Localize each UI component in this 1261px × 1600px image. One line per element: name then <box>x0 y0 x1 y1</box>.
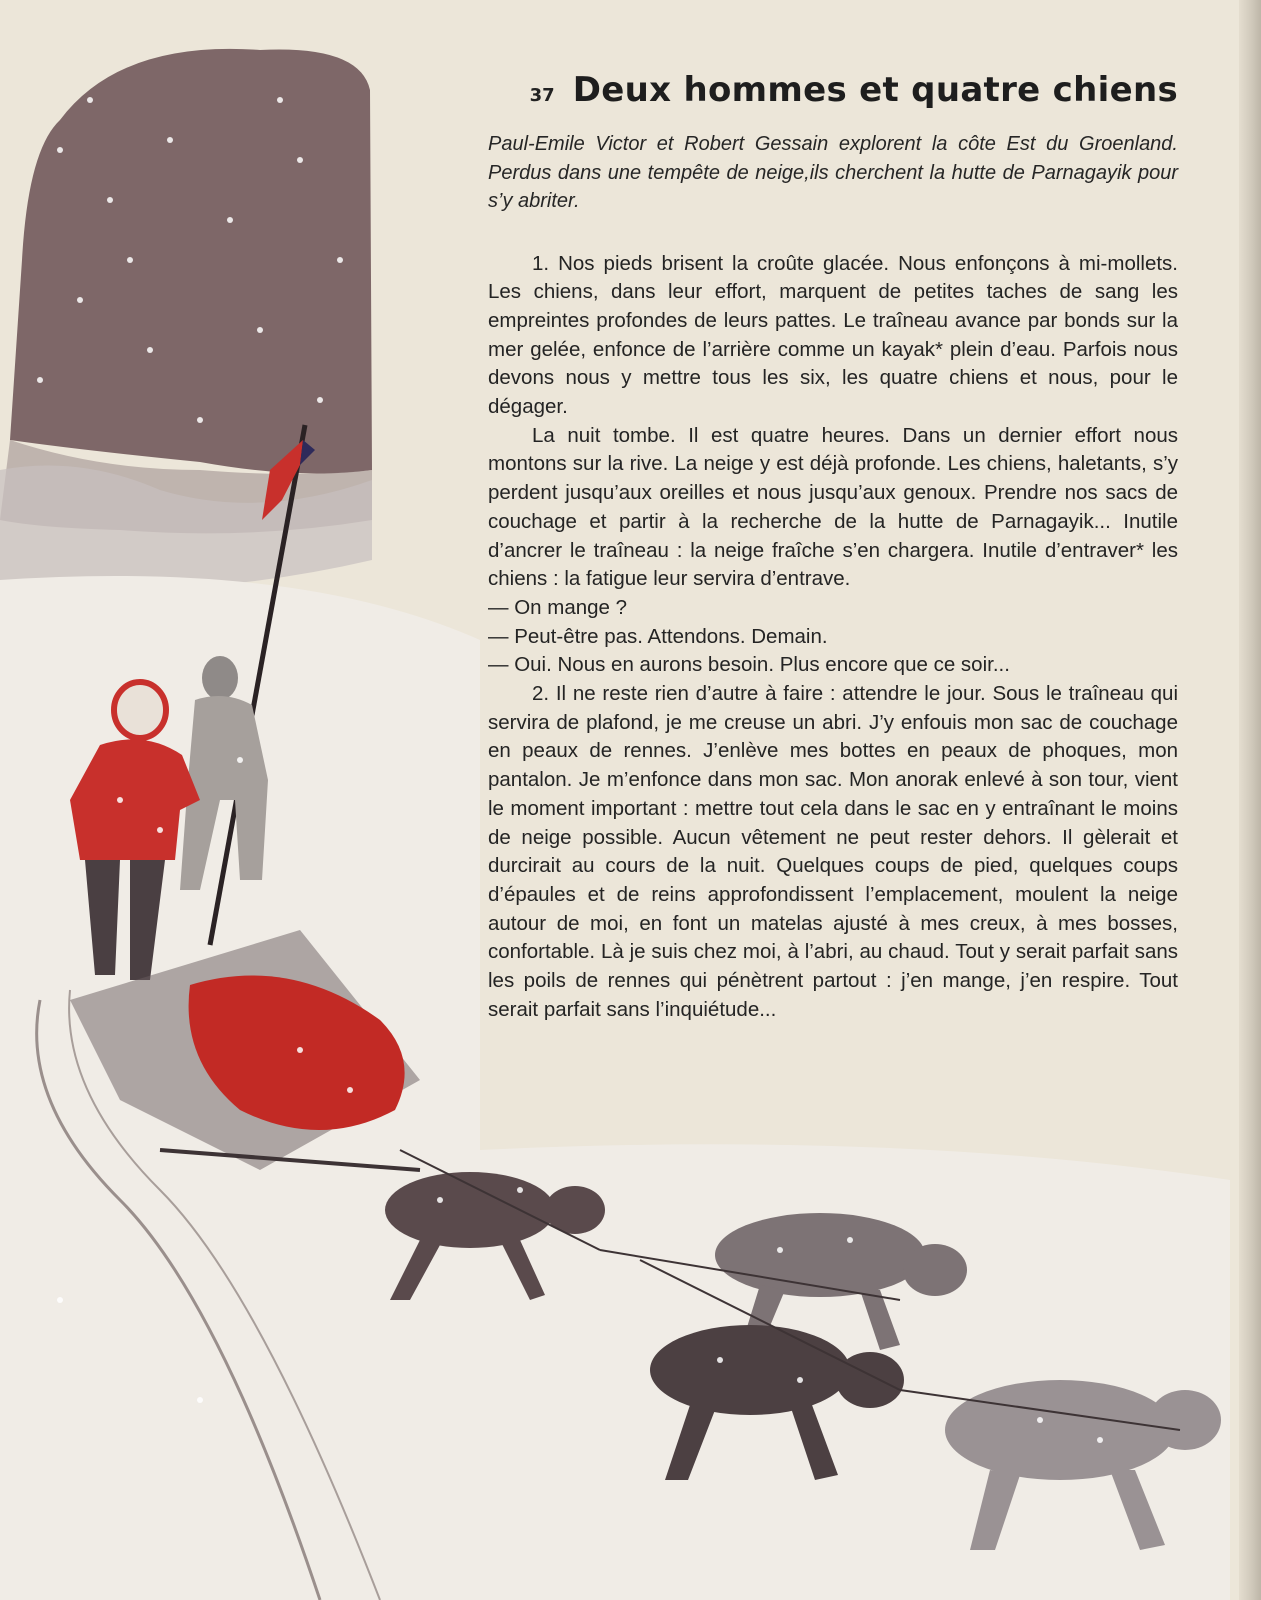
paragraph-2: La nuit tombe. Il est quatre heures. Dans un dernier effort nous montons sur la rive. La neige y est déjà profonde. Les chiens, haletants, s’y perdent jusqu’aux oreilles et nous jusqu’aux genoux. Prendre nos sacs de couchage et partir à la recherche de la hutte de Parnagayik... Inutile d’ancrer le traîneau : la neige fraîche s’en chargera. Inutile d’entraver* les chiens : la fatigue leur servira d’entrave. <box>488 423 1178 591</box>
body-text <box>488 250 1178 1025</box>
dialogue-line-1: — On mange ? <box>488 595 628 619</box>
man-red-head <box>114 682 166 738</box>
title-row <box>488 70 1178 110</box>
chapter-title: Deux hommes et quatre chiens <box>572 70 1178 110</box>
dialogue-line-2: — Peut-être pas. Attendons. Demain. <box>488 624 828 648</box>
paragraph-1: 1. Nos pieds brisent la croûte glacée. Nous enfonçons à mi-mollets. Les chiens, dans leur effort, marquent de petites taches de sang les empreintes profondes de leurs pattes. Le traîneau avance par bonds sur la mer gelée, enfonce de l’arrière comme un kayak* plein d’eau. Parfois nous devons nous y mettre tous les six, les quatre chiens et nous, pour le dégager. <box>488 251 1178 419</box>
intro-text: Paul-Emile Victor et Robert Gessain explorent la côte Est du Groenland. Perdus dans une tempête de neige,ils cherchent la hutte de Parnagayik pour s’y abriter. <box>488 133 1178 212</box>
dialogue-line-3: — Oui. Nous en aurons besoin. Plus encore que ce soir... <box>488 653 1010 677</box>
chapter-number: 37 <box>529 85 555 106</box>
paragraph-3: 2. Il ne reste rien d’autre à faire : attendre le jour. Sous le traîneau qui servira de plafond, je me creuse un abri. J’y enfouis mon sac de couchage en peaux de rennes. J’enlève mes bottes en peaux de phoques, mon pantalon. Je m’enfonce dans mon sac. Mon anorak enlevé à son tour, vient le moment important : mettre tout cela dans le sac en y entraînant le moins de neige possible. Aucun vêtement ne peut rester dehors. Il gèlerait et durcirait au cours de la nuit. Quelques coups de pied, quelques coups d’épaules et de reins approfondissent l’emplacement, moulent la neige autour de moi, en font un matelas ajusté à mes creux, à mes bosses, confortable. Là je suis chez moi, à l’abri, au chaud. Tout y serait parfait sans les poils de rennes qui pénètrent partout : j’en mange, j’en respire. Tout serait parfait sans l’inquiétude... <box>488 682 1178 1021</box>
text-column <box>488 70 1178 1024</box>
storm-cloud <box>10 49 372 474</box>
man-grey-head <box>202 656 238 700</box>
